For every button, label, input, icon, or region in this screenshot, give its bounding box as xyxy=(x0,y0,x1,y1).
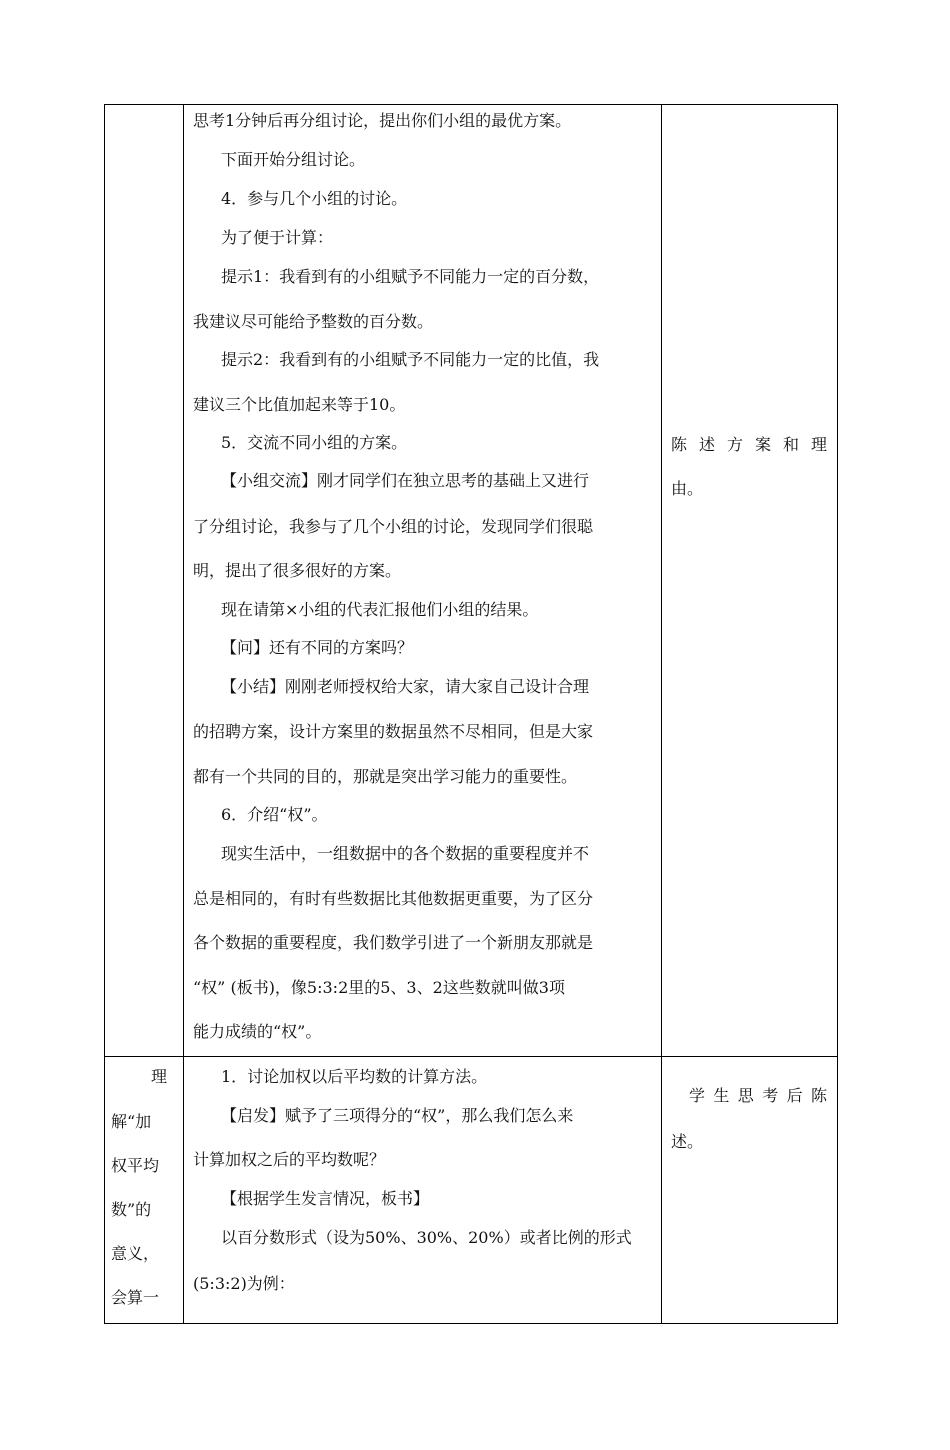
text-line: 理 xyxy=(151,1067,168,1086)
text-line: 提示2：我看到有的小组赋予不同能力一定的比值，我 xyxy=(221,350,600,369)
text-line: 【小组交流】刚才同学们在独立思考的基础上又进行 xyxy=(221,471,590,490)
text-line: 下面开始分组讨论。 xyxy=(221,150,366,169)
text-line: 意义， xyxy=(111,1244,160,1263)
text-line: 以百分数形式（设为50%、30%、20%）或者比例的形式 xyxy=(221,1228,632,1247)
text-line: 都有一个共同的目的，那就是突出学习能力的重要性。 xyxy=(193,767,578,786)
text-line: 提示1：我看到有的小组赋予不同能力一定的百分数， xyxy=(221,267,600,286)
text-line: 建议三个比值加起来等于10。 xyxy=(193,395,406,414)
row1-activity-cell xyxy=(193,105,655,1056)
text-line: 会算一 xyxy=(111,1288,160,1307)
text-line: 思考1分钟后再分组讨论，提出你们小组的最优方案。 xyxy=(193,111,572,130)
row2-student-cell xyxy=(671,1057,831,1323)
text-line: 【根据学生发言情况，板书】 xyxy=(221,1189,430,1208)
text-line: 【启发】赋予了三项得分的“权”，那么我们怎么来 xyxy=(221,1106,574,1125)
text-line: 解“加 xyxy=(111,1112,152,1131)
text-line: 计算加权之后的平均数呢？ xyxy=(193,1150,386,1169)
text-line: “权” (板书)，像5:3:2里的5、3、2这些数就叫做3项 xyxy=(193,978,565,997)
text-line: 的招聘方案，设计方案里的数据虽然不尽相同，但是大家 xyxy=(193,722,594,741)
text-line: 陈述方案和理 xyxy=(671,435,831,454)
text-line: 述。 xyxy=(671,1132,704,1151)
text-line: 【问】还有不同的方案吗？ xyxy=(221,638,414,657)
row1-stage-cell xyxy=(105,105,183,1056)
text-line: 我建议尽可能给予整数的百分数。 xyxy=(193,312,434,331)
text-line: 为了便于计算： xyxy=(221,228,334,247)
row2-activity-cell xyxy=(193,1057,655,1323)
text-line: 明，提出了很多很好的方案。 xyxy=(193,561,402,580)
row1-student-cell xyxy=(671,105,831,1056)
text-line: 由。 xyxy=(671,479,704,498)
text-line: 1．讨论加权以后平均数的计算方法。 xyxy=(221,1067,488,1086)
text-line: 4．参与几个小组的讨论。 xyxy=(221,189,408,208)
text-line: 了分组讨论，我参与了几个小组的讨论，发现同学们很聪 xyxy=(193,517,594,536)
text-line: 【小结】刚刚老师授权给大家，请大家自己设计合理 xyxy=(221,677,590,696)
text-line: 各个数据的重要程度，我们数学引进了一个新朋友那就是 xyxy=(193,933,594,952)
text-line: 总是相同的，有时有些数据比其他数据更重要，为了区分 xyxy=(193,889,594,908)
lesson-table xyxy=(104,104,838,1324)
text-line: 权平均 xyxy=(111,1156,160,1175)
text-line: (5:3:2)为例： xyxy=(193,1274,295,1293)
text-line: 能力成绩的“权”。 xyxy=(193,1022,322,1041)
text-line: 现实生活中，一组数据中的各个数据的重要程度并不 xyxy=(221,844,590,863)
row2-stage-cell xyxy=(111,1057,177,1323)
text-line: 学生思考后陈 xyxy=(689,1086,831,1105)
text-line: 6．介绍“权”。 xyxy=(221,805,328,824)
table-divider xyxy=(183,105,184,1323)
text-line: 现在请第×小组的代表汇报他们小组的结果。 xyxy=(221,600,539,619)
text-line: 数”的 xyxy=(111,1200,152,1219)
text-line: 5．交流不同小组的方案。 xyxy=(221,433,408,452)
table-divider xyxy=(661,105,662,1323)
